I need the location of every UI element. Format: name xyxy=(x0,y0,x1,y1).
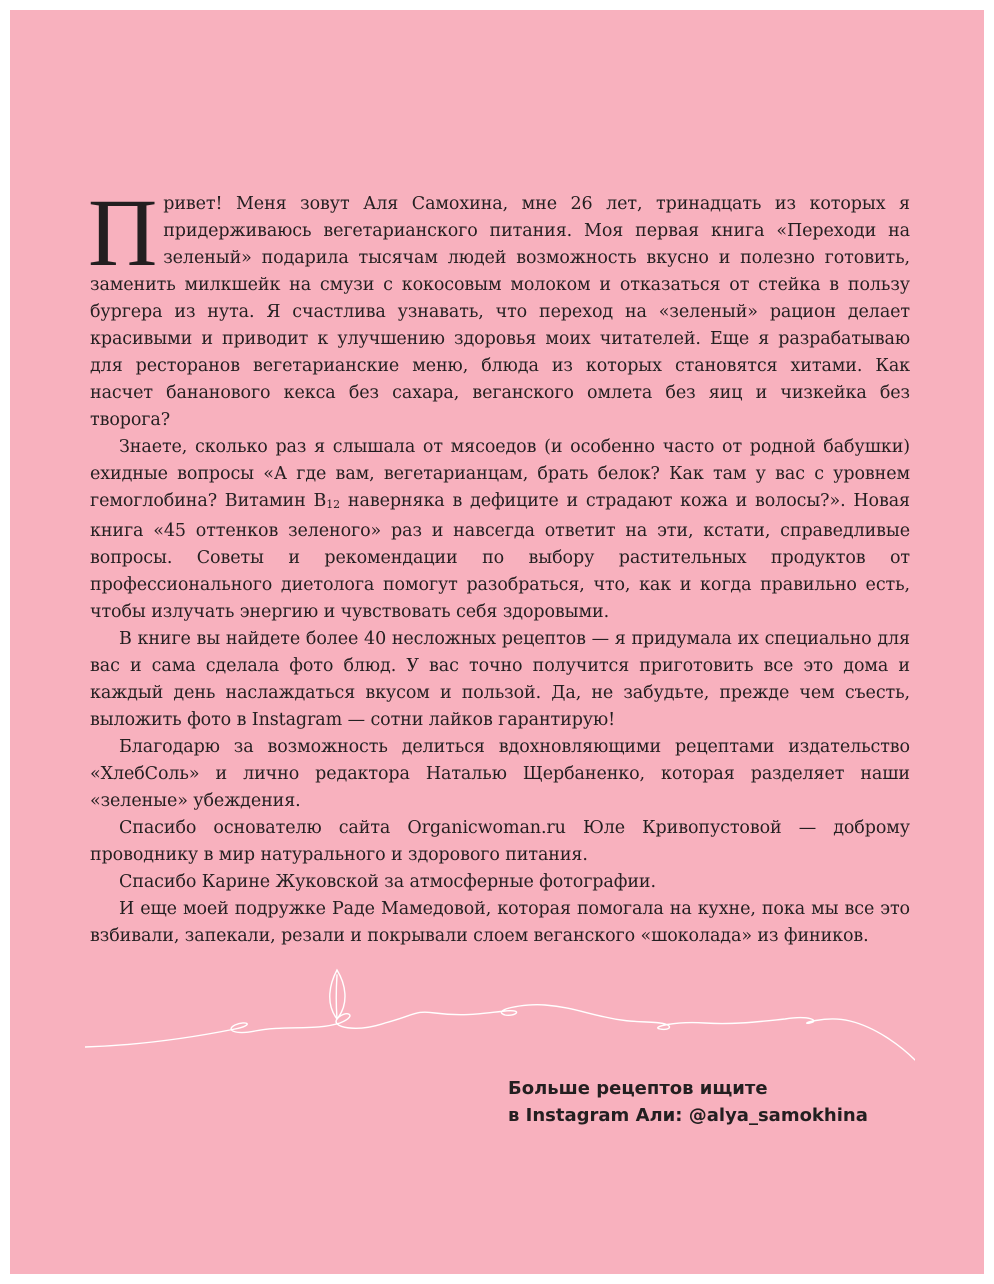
paragraph-4: Благодарю за возможность делиться вдохновляющими рецептами издательство «ХлебСоль» и лично редактора Наталью Щербаненко, которая разделяет наши «зеленые» убеждения. xyxy=(90,737,910,811)
paragraph-3: В книге вы найдете более 40 несложных рецептов — я придумала их специально для вас и сама сделала фото блюд. У вас точно получится приготовить все это дома и каждый день наслаждаться вкусом и пользой. Да, не забудьте, прежде чем съесть, выложить фото в Instagram — сотни лайков гарантирую! xyxy=(90,629,910,730)
paragraph-1-text: ривет! Меня зовут Аля Самохина, мне 26 лет, тринадцать из которых я придерживаюсь вегетарианского питания. Моя первая книга «Переходи на зеленый» подарила тысячам людей возможность вкусно и полезно готовить, заменить милкшейк на смузи с кокосовым молоком и отказаться от стейка в пользу бургера из нута. Я счастлива узнавать, что переход на «зеленый» рацион делает красивыми и приводит к улучшению здоровья моих читателей. Еще я разрабатываю для ресторанов вегетарианские меню, блюда из которых становятся хитами. Как насчет бананового кекса без сахара, веганского омлета без яиц и чизкейка без творога? xyxy=(90,194,910,430)
decorative-flourish xyxy=(85,965,915,1075)
paragraph-5: Спасибо основателю сайта Organicwoman.ru Юле Кривопустовой — доброму проводнику в мир натурального и здорового питания. xyxy=(90,818,910,865)
vitamin-subscript: 12 xyxy=(326,498,341,511)
drop-cap: П xyxy=(88,179,158,286)
paragraph-1 xyxy=(88,179,910,434)
paragraph-2 xyxy=(90,434,910,626)
instagram-note-line-1: Больше рецептов ищите xyxy=(508,1078,768,1099)
book-page xyxy=(10,10,984,1274)
instagram-note xyxy=(508,1075,868,1129)
paragraph-7: И еще моей подружке Раде Мамедовой, которая помогала на кухне, пока мы все это взбивали, запекали, резали и покрывали слоем веганского «шоколада» из фиников. xyxy=(90,899,910,946)
instagram-note-line-2: в Instagram Али: @alya_samokhina xyxy=(508,1105,868,1126)
intro-text xyxy=(88,179,910,950)
flourish-leaf-vein xyxy=(336,975,337,1019)
flourish-line xyxy=(85,1005,915,1060)
paragraph-6: Спасибо Карине Жуковской за атмосферные фотографии. xyxy=(119,872,656,892)
paragraph-2-text-a: Знаете, сколько раз я слышала от мясоедов (и особенно часто от родной бабушки) ехидные вопросы «А где вам, вегетарианцам, брать белок? Как там у вас с уровнем гемоглобина? Витамин B xyxy=(90,437,910,511)
paragraph-2-text-b: наверняка в дефиците и страдают кожа и волосы?». Новая книга «45 оттенков зеленого» раз и навсегда ответит на эти, кстати, справедливые вопросы. Советы и рекомендации по выбору растительных продуктов от профессионального диетолога помогут разобраться, что, как и когда правильно есть, чтобы излучать энергию и чувствовать себя здоровыми. xyxy=(90,491,910,622)
